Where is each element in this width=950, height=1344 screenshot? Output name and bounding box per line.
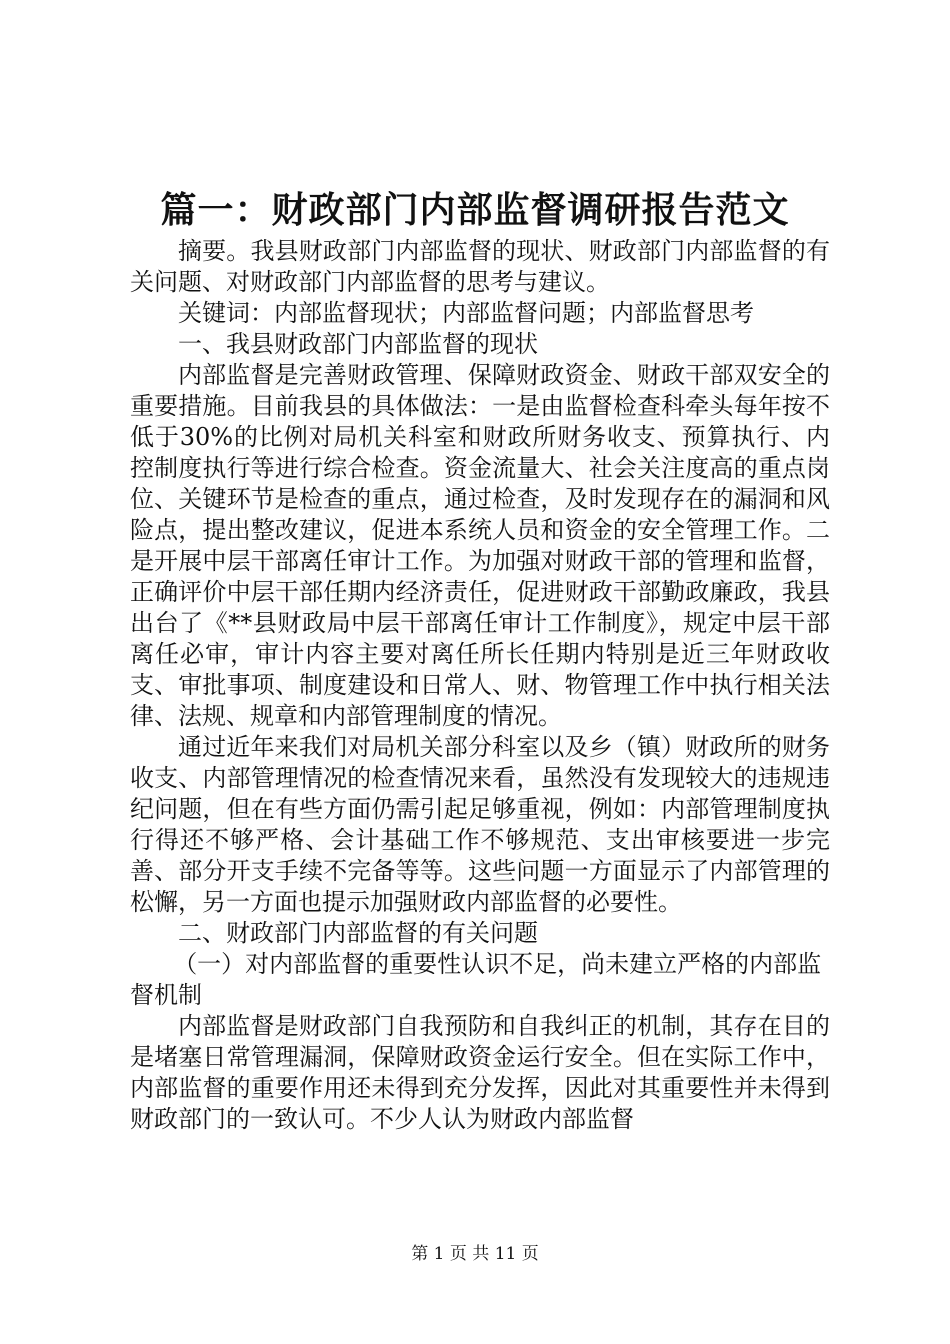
section-heading-2: 二、财政部门内部监督的有关问题	[178, 919, 538, 947]
abstract-paragraph: 摘要。我县财政部门内部监督的现状、财政部门内部监督的有关问题、对财政部门内部监督的思考与建议。	[130, 237, 830, 296]
keywords-line: 关键词：内部监督现状；内部监督问题；内部监督思考	[178, 299, 754, 327]
document-title: 篇一：财政部门内部监督调研报告范文	[160, 189, 790, 231]
subsection-heading-1: （一）对内部监督的重要性认识不足，尚未建立严格的内部监督机制	[130, 950, 822, 1009]
body-paragraph: 通过近年来我们对局机关部分科室以及乡（镇）财政所的财务收支、内部管理情况的检查情况来看，虽然没有发现较大的违规违纪问题，但在有些方面仍需引起足够重视，例如：内部管理制度执行得还不够严格、会计基础工作不够规范、支出审核要进一步完善、部分开支手续不完备等等。这些问题一方面显示了内部管理的松懈，另一方面也提示加强财政内部监督的必要性。	[130, 733, 830, 916]
body-paragraph: 内部监督是财政部门自我预防和自我纠正的机制，其存在目的是堵塞日常管理漏洞，保障财政资金运行安全。但在实际工作中，内部监督的重要作用还未得到充分发挥，因此对其重要性并未得到财政部门的一致认可。不少人认为财政内部监督	[130, 1012, 830, 1133]
page-number-footer: 第 1 页 共 11 页	[411, 1244, 539, 1264]
body-paragraph: 内部监督是完善财政管理、保障财政资金、财政干部双安全的重要措施。目前我县的具体做法：一是由监督检查科牵头每年按不低于30%的比例对局机关科室和财政所财务收支、预算执行、内控制度执行等进行综合检查。资金流量大、社会关注度高的重点岗位、关键环节是检查的重点，通过检查，及时发现存在的漏洞和风险点，提出整改建议，促进本系统人员和资金的安全管理工作。二是开展中层干部离任审计工作。为加强对财政干部的管理和监督，正确评价中层干部任期内经济责任，促进财政干部勤政廉政，我县出台了《**县财政局中层干部离任审计工作制度》，规定中层干部离任必审，审计内容主要对离任所长任期内特别是近三年财政收支、审批事项、制度建设和日常人、财、物管理工作中执行相关法律、法规、规章和内部管理制度的情况。	[130, 361, 830, 730]
section-heading-1: 一、我县财政部门内部监督的现状	[178, 330, 538, 358]
document-body	[130, 236, 830, 1135]
